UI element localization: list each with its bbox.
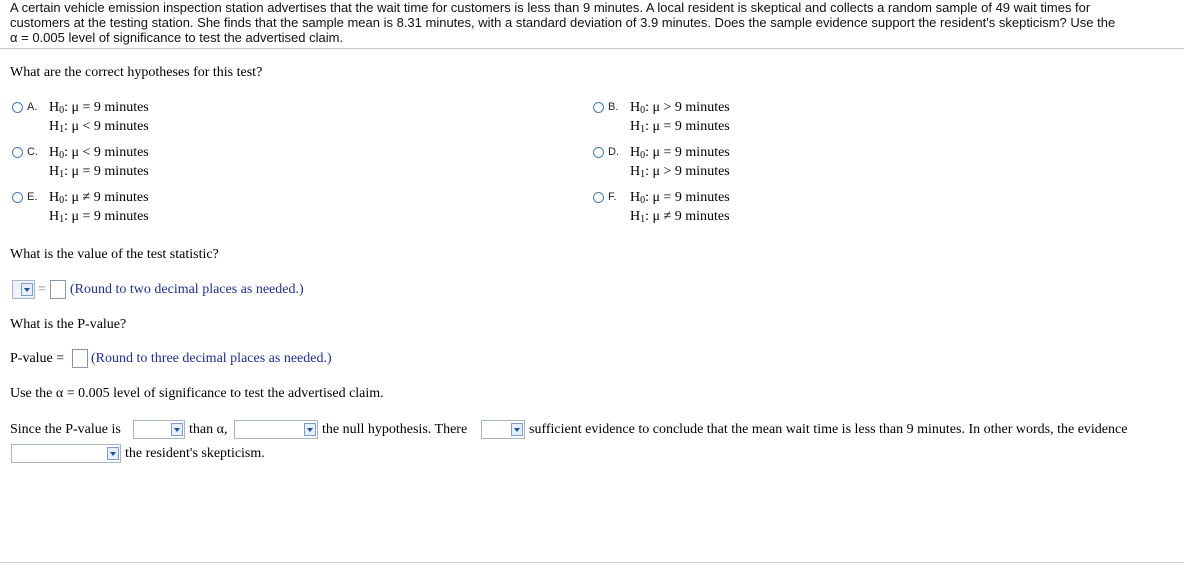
option-c-h1: $H_1$: μ = 9 minutes <box>49 164 149 180</box>
problem-statement <box>10 0 1176 45</box>
option-a-radio[interactable] <box>12 102 23 113</box>
problem-line-2: customers at the testing station. She finds that the sample mean is 8.31 minutes, with a standard deviation of 3.9 minutes. Does the sample evidence support the resident's skepticism? Use the <box>10 15 1116 30</box>
p-value-question: What is the P-value? <box>10 317 127 332</box>
option-e-radio[interactable] <box>12 192 23 203</box>
conclusion-text-2: than α, <box>189 422 228 437</box>
option-d-h1: $H_1$: μ > 9 minutes <box>630 164 730 180</box>
option-c-radio[interactable] <box>12 147 23 158</box>
support-dropdown[interactable] <box>11 444 121 463</box>
option-b-h1: $H_1$: μ = 9 minutes <box>630 119 730 135</box>
statistic-symbol-dropdown[interactable] <box>12 280 35 299</box>
p-value-hint: (Round to three decimal places as needed.) <box>91 351 332 366</box>
option-f-radio[interactable] <box>593 192 604 203</box>
option-a-h1: $H_1$: μ < 9 minutes <box>49 119 149 135</box>
option-b-radio[interactable] <box>593 102 604 113</box>
chevron-down-icon <box>107 447 119 460</box>
conclusion-text-1: Since the P-value is <box>10 422 121 437</box>
p-value-input[interactable] <box>72 349 88 368</box>
use-alpha-instruction: Use the α = 0.005 level of significance to test the advertised claim. <box>10 386 384 401</box>
chevron-down-icon <box>304 423 316 436</box>
evidence-dropdown[interactable] <box>481 420 525 439</box>
chevron-down-icon <box>21 283 33 296</box>
comparison-dropdown[interactable] <box>133 420 185 439</box>
option-f-h1: $H_1$: μ ≠ 9 minutes <box>630 209 730 225</box>
test-statistic-hint: (Round to two decimal places as needed.) <box>70 282 304 297</box>
option-a-h0: $H_0$: μ = 9 minutes <box>49 100 149 116</box>
option-f-h0: $H_0$: μ = 9 minutes <box>630 190 730 206</box>
test-statistic-input[interactable] <box>50 280 66 299</box>
conclusion-text-5: the resident's skepticism. <box>125 446 265 461</box>
option-e-h0: $H_0$: μ ≠ 9 minutes <box>49 190 149 206</box>
statistic-equals: = <box>38 282 46 297</box>
bottom-divider <box>0 562 1184 563</box>
divider <box>0 48 1184 49</box>
option-c-letter: C. <box>27 146 38 158</box>
option-a-letter: A. <box>27 101 38 113</box>
conclusion-text-3: the null hypothesis. There <box>322 422 468 437</box>
conclusion-text-4: sufficient evidence to conclude that the mean wait time is less than 9 minutes. In other words, the evidence <box>529 422 1128 437</box>
option-e-h1: $H_1$: μ = 9 minutes <box>49 209 149 225</box>
option-b-letter: B. <box>608 101 619 113</box>
option-e-letter: E. <box>27 191 38 203</box>
p-value-label: P-value = <box>10 351 65 366</box>
option-f-letter: F. <box>608 191 617 203</box>
option-d-h0: $H_0$: μ = 9 minutes <box>630 145 730 161</box>
chevron-down-icon <box>511 423 523 436</box>
option-b-h0: $H_0$: μ > 9 minutes <box>630 100 730 116</box>
option-d-letter: D. <box>608 146 619 158</box>
test-statistic-question: What is the value of the test statistic? <box>10 247 219 262</box>
problem-line-1: A certain vehicle emission inspection station advertises that the wait time for customers is less than 9 minutes. A local resident is skeptical and collects a random sample of 49 wait times for <box>10 0 1091 15</box>
problem-line-3: α = 0.005 level of significance to test the advertised claim. <box>10 30 344 45</box>
decision-dropdown[interactable] <box>234 420 318 439</box>
hypotheses-question: What are the correct hypotheses for this test? <box>10 65 263 80</box>
option-c-h0: $H_0$: μ < 9 minutes <box>49 145 149 161</box>
chevron-down-icon <box>171 423 183 436</box>
option-d-radio[interactable] <box>593 147 604 158</box>
